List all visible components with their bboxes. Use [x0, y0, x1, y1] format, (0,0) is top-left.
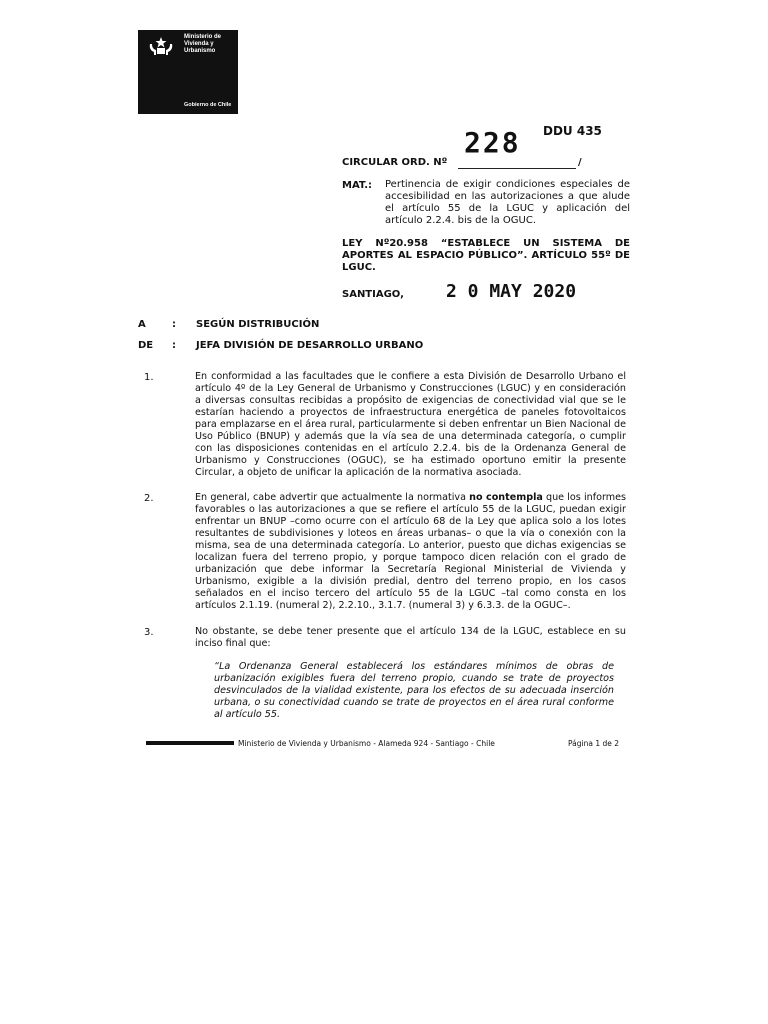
page-number: Página 1 de 2: [568, 739, 620, 748]
to-value: SEGÚN DISTRIBUCIÓN: [196, 319, 320, 330]
from-label: DE: [138, 340, 154, 351]
paragraph-number-1: 1.: [144, 372, 154, 383]
legal-quote: “La Ordenanza General establecerá los estándares mínimos de obras de urbanización exigibles fuera del terreno propio, cuando se trate de proyectos desvinculados de la vialidad existente, para los efectos de su adecuada inserción urbana, o su conectividad cuando se trate de proyectos en el área rural conforme al artículo 55.: [214, 661, 614, 720]
emphasis-no-contempla: no contempla: [469, 492, 543, 503]
law-reference: LEY Nº20.958 “ESTABLECE UN SISTEMA DE APORTES AL ESPACIO PÚBLICO”. ARTÍCULO 55º DE LGUC.: [342, 238, 630, 273]
to-colon: :: [172, 319, 176, 330]
to-label: A: [138, 319, 146, 330]
circular-slash: /: [578, 157, 582, 168]
ministry-name: Ministerio de Vivienda y Urbanismo: [184, 34, 222, 54]
ddu-code: DDU 435: [543, 124, 602, 138]
paragraph-number-2: 2.: [144, 493, 154, 504]
footer-address: Ministerio de Vivienda y Urbanismo - Alameda 924 - Santiago - Chile: [238, 739, 495, 748]
coat-of-arms-icon: [147, 36, 175, 56]
paragraph-3: No obstante, se debe tener presente que el artículo 134 de la LGUC, establece en su inciso final que:: [195, 626, 626, 649]
city: SANTIAGO,: [342, 289, 404, 300]
circular-underline: [458, 168, 576, 169]
paragraph-number-3: 3.: [144, 627, 154, 638]
from-value: JEFA DIVISIÓN DE DESARROLLO URBANO: [196, 340, 424, 351]
footer-bar: [146, 741, 234, 745]
circular-number: 228: [464, 126, 521, 159]
paragraph-1: En conformidad a las facultades que le confiere a esta División de Desarrollo Urbano el artículo 4º de la Ley General de Urbanismo y Construcciones (LGUC) y en consideración a diversas consultas recibidas a propósito de exigencias de conectividad vial que se le estarían haciendo a proyectos de infraestructura energética de paneles fotovoltaicos para emplazarse en el área rural, particularmente si deben enfrentar un Bien Nacional de Uso Público (BNUP) y además que la vía sea de una determinada categoría, o cumplir con las disposiciones contenidas en el artículo 2.2.4. bis de la Ordenanza General de Urbanismo y Construcciones (OGUC), se ha estimado oportuno emitir la presente Circular, a objeto de unificar la aplicación de la normativa asociada.: [195, 371, 626, 478]
circular-label: CIRCULAR ORD. Nº: [342, 157, 448, 168]
subject-label: MAT.:: [342, 180, 373, 191]
subject-text: Pertinencia de exigir condiciones especiales de accesibilidad en las autorizaciones a que alude el artículo 55 de la LGUC y aplicación del artículo 2.2.4. bis de la OGUC.: [385, 179, 630, 226]
paragraph-2: En general, cabe advertir que actualmente la normativa no contempla que los informes favorables o las autorizaciones a que se refiere el artículo 55 de la LGUC, puedan exigir enfrentar un BNUP –como ocurre con el artículo 68 de la Ley que aplica solo a los lotes resultantes de subdivisiones y loteos en áreas urbanas– o que la vía o conexión con la misma, sea de una determinada categoría. Lo anterior, puesto que dichas exigencias se localizan fuera del terreno propio, y porque tampoco dicen relación con el grado de urbanización que debe informar la Secretaría Regional Ministerial de Vivienda y Urbanismo, exigible a la división predial, dentro del terreno propio, en los casos señalados en el inciso tercero del artículo 55 de la LGUC –tal como consta en los artículos 2.1.19. (numeral 2), 2.2.10., 3.1.7. (numeral 3) y 6.3.3. de la OGUC–.: [195, 492, 626, 611]
date-stamp: 2 0 MAY 2020: [446, 281, 577, 302]
ministry-logo: [138, 30, 238, 114]
from-colon: :: [172, 340, 176, 351]
government-label: Gobierno de Chile: [184, 102, 232, 108]
